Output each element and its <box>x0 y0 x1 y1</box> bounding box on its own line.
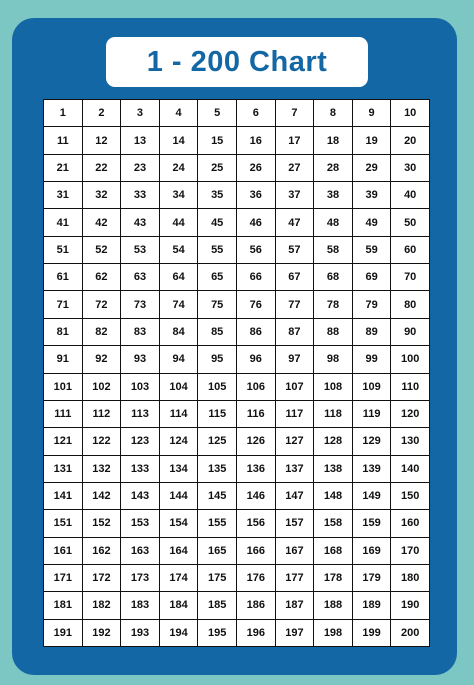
number-cell: 76 <box>237 291 276 318</box>
number-cell: 46 <box>237 209 276 236</box>
number-cell: 156 <box>237 510 276 537</box>
number-cell: 141 <box>44 483 83 510</box>
number-cell: 173 <box>121 565 160 592</box>
number-cell: 86 <box>237 319 276 346</box>
number-cell: 153 <box>121 510 160 537</box>
number-cell: 123 <box>121 428 160 455</box>
number-cell: 131 <box>44 456 83 483</box>
number-cell: 8 <box>314 100 353 127</box>
number-cell: 151 <box>44 510 83 537</box>
number-cell: 9 <box>353 100 392 127</box>
number-cell: 25 <box>198 155 237 182</box>
number-cell: 137 <box>276 456 315 483</box>
number-cell: 10 <box>391 100 430 127</box>
number-cell: 65 <box>198 264 237 291</box>
number-cell: 44 <box>160 209 199 236</box>
number-cell: 120 <box>391 401 430 428</box>
number-cell: 117 <box>276 401 315 428</box>
number-cell: 164 <box>160 538 199 565</box>
number-cell: 179 <box>353 565 392 592</box>
number-cell: 56 <box>237 237 276 264</box>
number-cell: 197 <box>276 620 315 647</box>
number-cell: 142 <box>83 483 122 510</box>
number-cell: 165 <box>198 538 237 565</box>
number-cell: 114 <box>160 401 199 428</box>
number-cell: 167 <box>276 538 315 565</box>
number-cell: 84 <box>160 319 199 346</box>
number-cell: 199 <box>353 620 392 647</box>
number-cell: 67 <box>276 264 315 291</box>
number-cell: 171 <box>44 565 83 592</box>
number-cell: 189 <box>353 592 392 619</box>
number-cell: 144 <box>160 483 199 510</box>
number-cell: 15 <box>198 127 237 154</box>
number-cell: 23 <box>121 155 160 182</box>
number-cell: 83 <box>121 319 160 346</box>
number-cell: 61 <box>44 264 83 291</box>
number-cell: 82 <box>83 319 122 346</box>
number-cell: 136 <box>237 456 276 483</box>
number-cell: 74 <box>160 291 199 318</box>
number-cell: 186 <box>237 592 276 619</box>
number-cell: 185 <box>198 592 237 619</box>
number-cell: 58 <box>314 237 353 264</box>
number-cell: 64 <box>160 264 199 291</box>
number-cell: 105 <box>198 374 237 401</box>
number-cell: 6 <box>237 100 276 127</box>
number-cell: 40 <box>391 182 430 209</box>
number-cell: 148 <box>314 483 353 510</box>
number-cell: 70 <box>391 264 430 291</box>
number-cell: 176 <box>237 565 276 592</box>
number-cell: 38 <box>314 182 353 209</box>
number-cell: 66 <box>237 264 276 291</box>
number-cell: 4 <box>160 100 199 127</box>
number-cell: 126 <box>237 428 276 455</box>
number-cell: 55 <box>198 237 237 264</box>
number-cell: 158 <box>314 510 353 537</box>
number-cell: 113 <box>121 401 160 428</box>
number-cell: 166 <box>237 538 276 565</box>
number-cell: 145 <box>198 483 237 510</box>
number-cell: 135 <box>198 456 237 483</box>
number-cell: 172 <box>83 565 122 592</box>
number-cell: 101 <box>44 374 83 401</box>
number-cell: 18 <box>314 127 353 154</box>
number-cell: 163 <box>121 538 160 565</box>
number-cell: 41 <box>44 209 83 236</box>
number-cell: 178 <box>314 565 353 592</box>
number-cell: 95 <box>198 346 237 373</box>
number-cell: 124 <box>160 428 199 455</box>
number-cell: 97 <box>276 346 315 373</box>
number-cell: 116 <box>237 401 276 428</box>
number-cell: 139 <box>353 456 392 483</box>
number-cell: 24 <box>160 155 199 182</box>
number-cell: 88 <box>314 319 353 346</box>
number-cell: 103 <box>121 374 160 401</box>
number-cell: 146 <box>237 483 276 510</box>
number-cell: 182 <box>83 592 122 619</box>
number-cell: 85 <box>198 319 237 346</box>
number-cell: 122 <box>83 428 122 455</box>
number-cell: 133 <box>121 456 160 483</box>
number-cell: 57 <box>276 237 315 264</box>
number-cell: 110 <box>391 374 430 401</box>
number-cell: 31 <box>44 182 83 209</box>
number-cell: 127 <box>276 428 315 455</box>
number-cell: 73 <box>121 291 160 318</box>
number-cell: 100 <box>391 346 430 373</box>
number-cell: 16 <box>237 127 276 154</box>
number-cell: 132 <box>83 456 122 483</box>
number-cell: 170 <box>391 538 430 565</box>
number-cell: 119 <box>353 401 392 428</box>
number-cell: 198 <box>314 620 353 647</box>
number-cell: 112 <box>83 401 122 428</box>
number-cell: 162 <box>83 538 122 565</box>
number-cell: 118 <box>314 401 353 428</box>
number-cell: 169 <box>353 538 392 565</box>
number-cell: 17 <box>276 127 315 154</box>
number-cell: 159 <box>353 510 392 537</box>
number-cell: 21 <box>44 155 83 182</box>
number-cell: 94 <box>160 346 199 373</box>
page-title: 1 - 200 Chart <box>146 45 328 78</box>
number-cell: 109 <box>353 374 392 401</box>
number-cell: 69 <box>353 264 392 291</box>
number-cell: 2 <box>83 100 122 127</box>
number-cell: 78 <box>314 291 353 318</box>
number-cell: 115 <box>198 401 237 428</box>
number-cell: 19 <box>353 127 392 154</box>
number-cell: 80 <box>391 291 430 318</box>
number-cell: 134 <box>160 456 199 483</box>
number-grid <box>43 99 430 647</box>
number-cell: 47 <box>276 209 315 236</box>
number-cell: 79 <box>353 291 392 318</box>
number-cell: 42 <box>83 209 122 236</box>
number-cell: 91 <box>44 346 83 373</box>
number-cell: 20 <box>391 127 430 154</box>
number-cell: 107 <box>276 374 315 401</box>
number-cell: 60 <box>391 237 430 264</box>
number-cell: 138 <box>314 456 353 483</box>
number-cell: 99 <box>353 346 392 373</box>
number-cell: 71 <box>44 291 83 318</box>
number-cell: 90 <box>391 319 430 346</box>
number-cell: 52 <box>83 237 122 264</box>
number-cell: 7 <box>276 100 315 127</box>
number-cell: 35 <box>198 182 237 209</box>
number-cell: 150 <box>391 483 430 510</box>
number-cell: 147 <box>276 483 315 510</box>
number-cell: 30 <box>391 155 430 182</box>
number-cell: 184 <box>160 592 199 619</box>
number-cell: 143 <box>121 483 160 510</box>
number-cell: 34 <box>160 182 199 209</box>
number-cell: 77 <box>276 291 315 318</box>
number-cell: 160 <box>391 510 430 537</box>
number-cell: 49 <box>353 209 392 236</box>
number-cell: 33 <box>121 182 160 209</box>
number-cell: 51 <box>44 237 83 264</box>
number-cell: 102 <box>83 374 122 401</box>
number-cell: 3 <box>121 100 160 127</box>
number-cell: 53 <box>121 237 160 264</box>
number-cell: 183 <box>121 592 160 619</box>
number-cell: 190 <box>391 592 430 619</box>
number-cell: 89 <box>353 319 392 346</box>
number-cell: 98 <box>314 346 353 373</box>
number-cell: 1 <box>44 100 83 127</box>
number-cell: 125 <box>198 428 237 455</box>
number-cell: 29 <box>353 155 392 182</box>
number-cell: 62 <box>83 264 122 291</box>
number-cell: 129 <box>353 428 392 455</box>
number-cell: 191 <box>44 620 83 647</box>
number-cell: 27 <box>276 155 315 182</box>
number-cell: 22 <box>83 155 122 182</box>
number-cell: 192 <box>83 620 122 647</box>
number-cell: 39 <box>353 182 392 209</box>
number-cell: 26 <box>237 155 276 182</box>
number-cell: 140 <box>391 456 430 483</box>
number-cell: 157 <box>276 510 315 537</box>
number-cell: 92 <box>83 346 122 373</box>
number-cell: 155 <box>198 510 237 537</box>
number-cell: 48 <box>314 209 353 236</box>
number-cell: 75 <box>198 291 237 318</box>
number-cell: 128 <box>314 428 353 455</box>
number-cell: 72 <box>83 291 122 318</box>
number-cell: 93 <box>121 346 160 373</box>
number-cell: 63 <box>121 264 160 291</box>
number-cell: 154 <box>160 510 199 537</box>
number-cell: 54 <box>160 237 199 264</box>
number-cell: 68 <box>314 264 353 291</box>
number-cell: 96 <box>237 346 276 373</box>
number-cell: 28 <box>314 155 353 182</box>
number-cell: 111 <box>44 401 83 428</box>
number-cell: 13 <box>121 127 160 154</box>
number-cell: 180 <box>391 565 430 592</box>
number-cell: 200 <box>391 620 430 647</box>
number-cell: 50 <box>391 209 430 236</box>
number-cell: 175 <box>198 565 237 592</box>
number-cell: 32 <box>83 182 122 209</box>
number-cell: 161 <box>44 538 83 565</box>
number-cell: 81 <box>44 319 83 346</box>
number-cell: 106 <box>237 374 276 401</box>
number-cell: 59 <box>353 237 392 264</box>
number-cell: 121 <box>44 428 83 455</box>
number-cell: 187 <box>276 592 315 619</box>
number-cell: 177 <box>276 565 315 592</box>
number-cell: 181 <box>44 592 83 619</box>
number-cell: 11 <box>44 127 83 154</box>
number-cell: 194 <box>160 620 199 647</box>
number-cell: 130 <box>391 428 430 455</box>
number-cell: 5 <box>198 100 237 127</box>
number-cell: 196 <box>237 620 276 647</box>
number-cell: 43 <box>121 209 160 236</box>
number-cell: 37 <box>276 182 315 209</box>
number-cell: 168 <box>314 538 353 565</box>
title-banner <box>106 37 368 87</box>
number-cell: 149 <box>353 483 392 510</box>
number-cell: 87 <box>276 319 315 346</box>
number-cell: 45 <box>198 209 237 236</box>
number-cell: 152 <box>83 510 122 537</box>
number-cell: 14 <box>160 127 199 154</box>
number-cell: 188 <box>314 592 353 619</box>
number-cell: 12 <box>83 127 122 154</box>
number-cell: 104 <box>160 374 199 401</box>
number-cell: 195 <box>198 620 237 647</box>
number-cell: 108 <box>314 374 353 401</box>
number-cell: 174 <box>160 565 199 592</box>
number-cell: 193 <box>121 620 160 647</box>
number-cell: 36 <box>237 182 276 209</box>
